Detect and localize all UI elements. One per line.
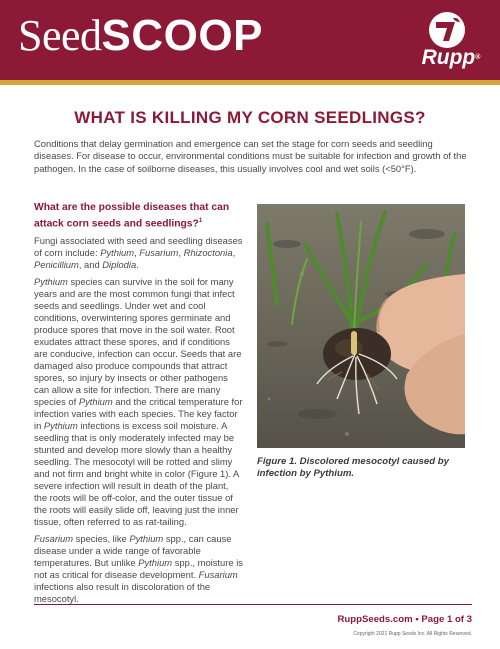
rupp-logo-icon: [427, 10, 471, 50]
subhead-footnote: 1: [198, 217, 203, 224]
masthead-scoop: SCOOP: [101, 11, 263, 60]
fusarium-text-c: spp., moisture is not as critical for disease development.: [34, 557, 243, 581]
pythium-term: Pythium: [43, 420, 78, 432]
rupp-logo-text: [414, 46, 488, 70]
fusarium-term: Fusarium: [34, 533, 74, 545]
figure-caption: Figure 1. Discolored mesocotyl caused by infection by Pythium.: [257, 456, 449, 480]
fusarium-paragraph: [34, 533, 244, 605]
masthead-seed: Seed: [18, 11, 102, 60]
seedling-photo-image: [257, 204, 465, 448]
pythium-term: Pythium: [78, 396, 113, 408]
left-column: [34, 202, 244, 610]
article-title: WHAT IS KILLING MY CORN SEEDLINGS?: [74, 108, 426, 127]
fungi-intro: Fungi associated with seed and seedling diseases of corn include:: [34, 235, 243, 259]
sep: ,: [232, 247, 236, 259]
rupp-logo-word: Rupp: [421, 46, 476, 69]
fungus-fusarium: Fusarium: [139, 247, 179, 259]
masthead-banner: [0, 0, 500, 80]
fungus-penicillium: Penicillium: [34, 259, 79, 271]
subhead-text: What are the possible diseases that can attack corn seeds and seedlings?: [34, 202, 230, 229]
pythium-term: Pythium: [34, 276, 68, 288]
pythium-text-b: and the critical temperature for infection varies with each species. The key factor in: [34, 396, 243, 432]
fungi-paragraph: [34, 235, 244, 271]
pythium-term: Pythium: [129, 533, 164, 545]
fusarium-text-b: spp., can cause disease under a wide range of favorable temperatures. But unlike: [34, 533, 232, 569]
registered-mark: ®: [475, 54, 481, 61]
fungus-diplodia: Diplodia: [102, 259, 137, 271]
intro-paragraph: Conditions that delay germination and emergence can set the stage for corn seeds and seedling diseases. For disease to occur, environmental conditions must be suitable for infection and growth of the pathogen. In the case of soilborne diseases, this usually involves cool and wet soils (<50°F).: [34, 138, 467, 174]
fungus-pythium: Pythium: [100, 247, 135, 259]
and: and: [84, 259, 103, 271]
gold-divider: [0, 80, 500, 85]
copyright-notice: Copyright 2021 Rupp Seeds Inc. All Rights Reserved.: [353, 631, 472, 637]
rupp-logo: [414, 10, 488, 74]
pythium-text-c: infections is excess soil moisture. A seedling that is only moderately infected may be stunted and develop more slowly than a healthy seedling. The mesocotyl will be rotted and slimy and not firm and bright white in color (Figure 1). A severe infection will result in death of the plant, the roots will be off-color, and the outer tissue of the roots will easily slide off, leaving just the inner tissue, often referred to as rat-tailing.: [34, 420, 239, 528]
sep: ,: [134, 247, 140, 259]
fusarium-text-d: infections also result in discoloration of the mesocotyl.: [34, 581, 211, 605]
pythium-text-a: species can survive in the soil for many years and are the most common fungi that infect seeds and seedlings. Under wet and cool conditions, overwintering spores germinate and produce spores that move in the soil water. Root exudates attract these spores, and if conditions are conducive, infection can occur. Seeds that are damaged also produce compounds that attract spores, so injury by insects or other pathogens can allow a site for infection. There are many species of: [34, 276, 242, 408]
page-number: Page 1 of 3: [421, 614, 472, 625]
period: .: [136, 259, 139, 271]
pythium-paragraph: [34, 276, 244, 528]
masthead-title: [18, 10, 263, 62]
footer-info: [300, 614, 472, 625]
bullet-separator: •: [415, 614, 419, 625]
fungus-rhizoctonia: Rhizoctonia: [183, 247, 233, 259]
sep: ,: [178, 247, 184, 259]
sep: ,: [78, 259, 85, 271]
fusarium-term: Fusarium: [198, 569, 238, 581]
seedling-photo: [257, 204, 465, 448]
footer-divider: [34, 604, 472, 605]
pythium-term: Pythium: [138, 557, 173, 569]
website-link[interactable]: RuppSeeds.com: [337, 614, 413, 625]
section-subhead: [34, 202, 244, 230]
fusarium-text-a: species, like: [73, 533, 130, 545]
